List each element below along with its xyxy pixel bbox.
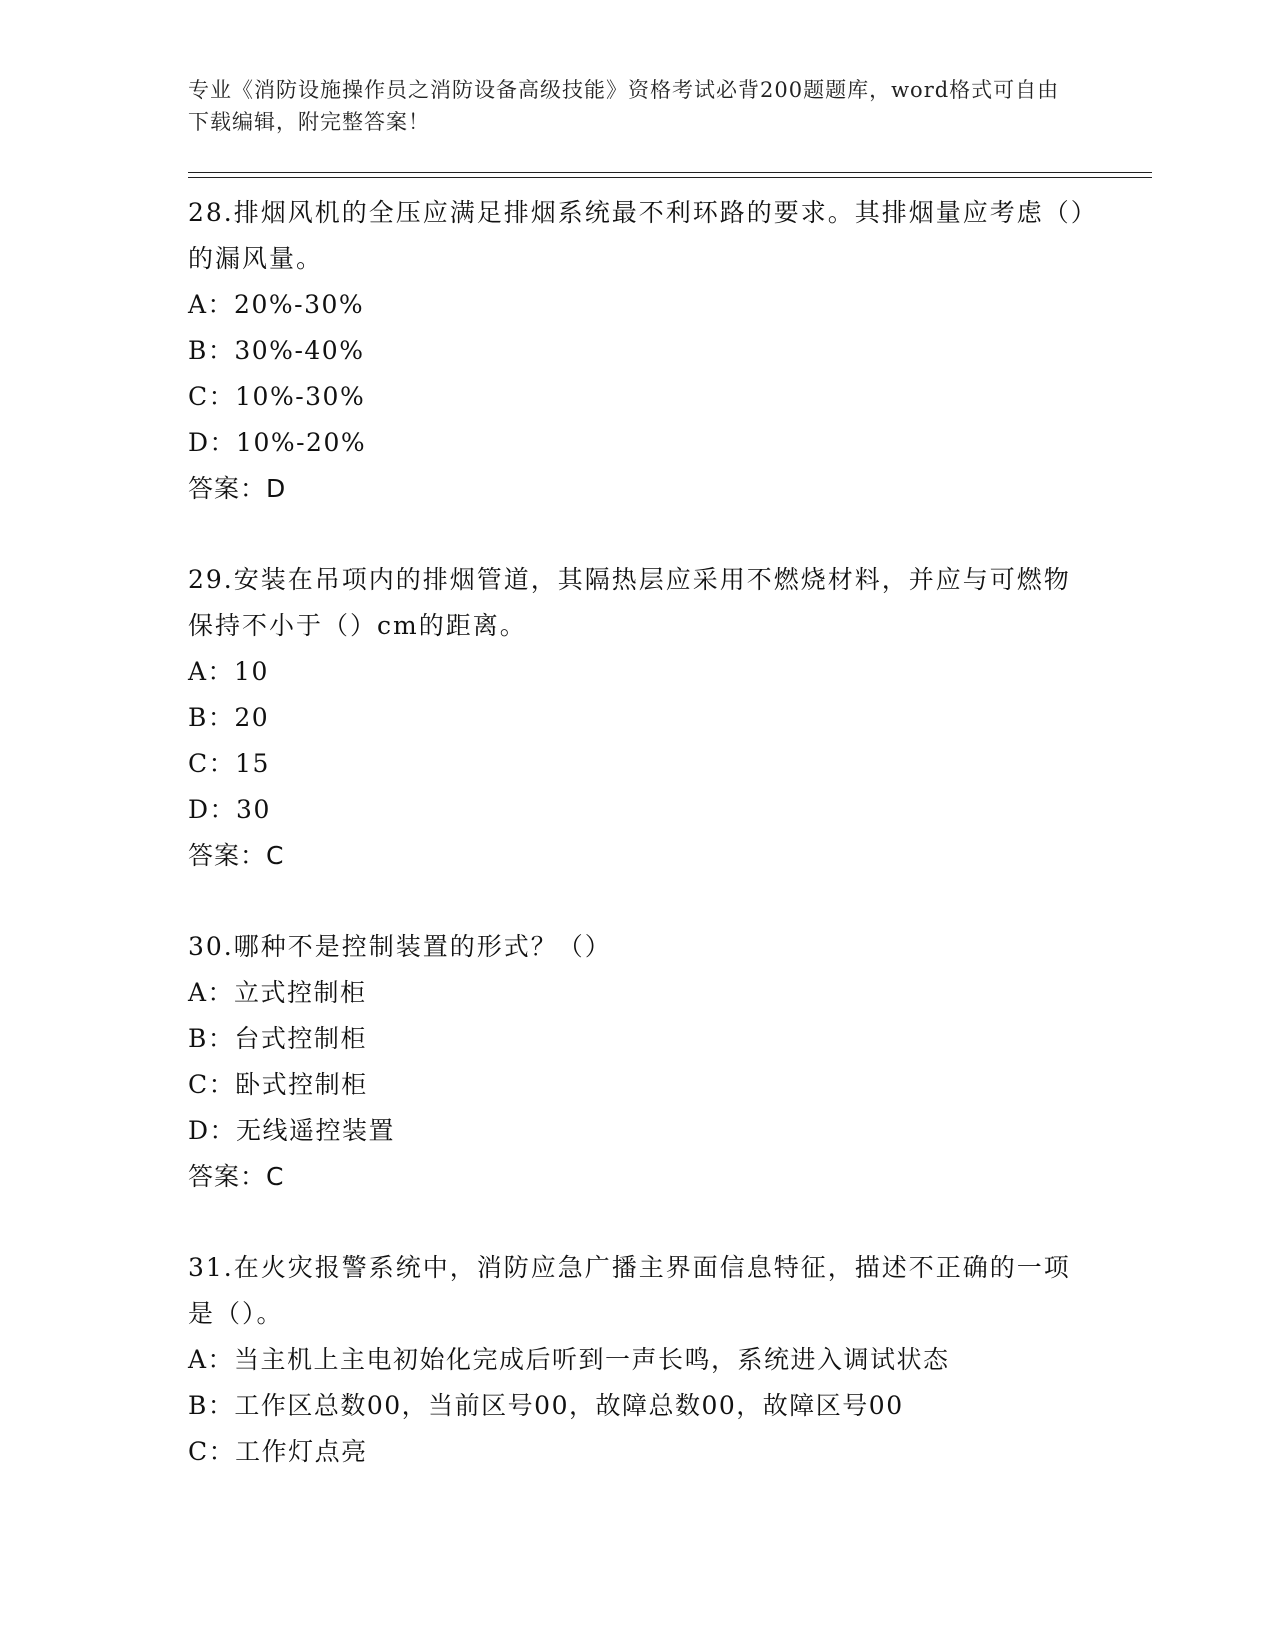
question-stem: 31.在火灾报警系统中，消防应急广播主界面信息特征，描述不正确的一项是（）。 xyxy=(188,1253,1071,1328)
answer: 答案：C xyxy=(188,1162,285,1191)
option-c: C：15 xyxy=(188,749,270,778)
document-header: 专业《消防设施操作员之消防设备高级技能》资格考试必背200题题库，word格式可自由下载编辑，附完整答案！ xyxy=(188,78,1060,134)
option-b: B：20 xyxy=(188,703,270,732)
question-stem: 30.哪种不是控制装置的形式？（） xyxy=(188,932,612,961)
answer: 答案：D xyxy=(188,474,287,503)
option-a: A：20%-30% xyxy=(188,290,365,319)
spacer xyxy=(188,1200,1088,1245)
question-30 xyxy=(188,924,1088,1200)
question-28 xyxy=(188,190,1088,512)
option-c: C：10%-30% xyxy=(188,382,366,411)
spacer xyxy=(188,512,1088,557)
option-d: D：10%-20% xyxy=(188,428,367,457)
question-stem: 28.排烟风机的全压应满足排烟系统最不利环路的要求。其排烟量应考虑（）的漏风量。 xyxy=(188,198,1086,273)
option-b: B：台式控制柜 xyxy=(188,1024,367,1053)
question-list xyxy=(188,190,1088,1475)
question-stem: 29.安装在吊项内的排烟管道，其隔热层应采用不燃烧材料，并应与可燃物保持不小于（）cm的距离。 xyxy=(188,565,1071,640)
header-rule-bottom xyxy=(188,177,1152,178)
option-a: A：当主机上主电初始化完成后听到一声长鸣，系统进入调试状态 xyxy=(188,1345,950,1374)
spacer xyxy=(188,879,1088,924)
option-d: D：30 xyxy=(188,795,271,824)
option-d: D：无线遥控装置 xyxy=(188,1116,396,1145)
answer: 答案：C xyxy=(188,841,285,870)
option-b: B：30%-40% xyxy=(188,336,365,365)
question-29 xyxy=(188,557,1088,879)
option-c: C：卧式控制柜 xyxy=(188,1070,368,1099)
header-rule-top xyxy=(188,172,1152,173)
option-c: C：工作灯点亮 xyxy=(188,1437,368,1466)
option-a: A：10 xyxy=(188,657,269,686)
question-31 xyxy=(188,1245,1088,1475)
option-b: B：工作区总数00，当前区号00，故障总数00，故障区号00 xyxy=(188,1391,904,1420)
option-a: A：立式控制柜 xyxy=(188,978,367,1007)
